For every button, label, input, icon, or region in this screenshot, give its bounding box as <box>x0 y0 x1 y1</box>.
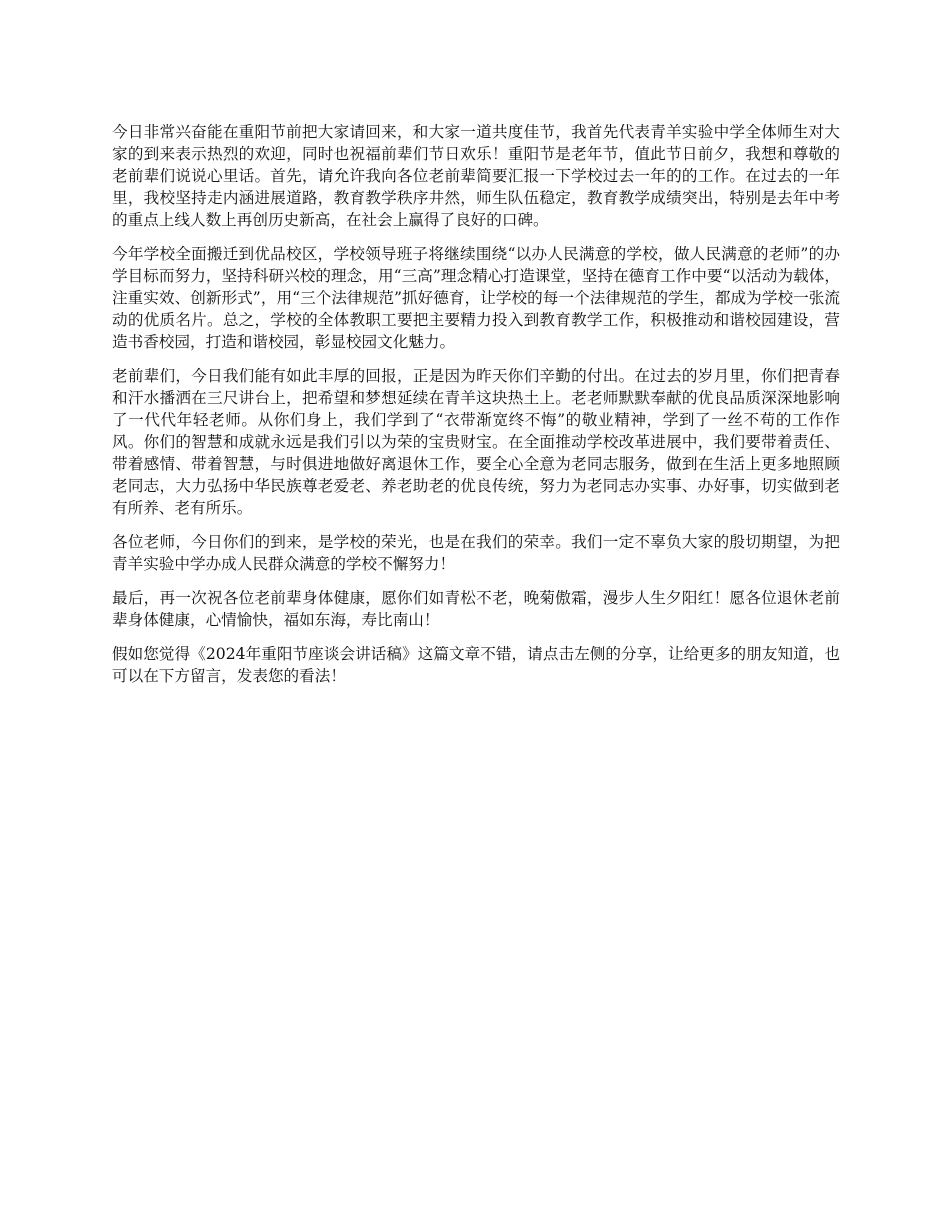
paragraph-tribute: 老前辈们，今日我们能有如此丰厚的回报，正是因为昨天你们辛勤的付出。在过去的岁月里，你们把青春和汗水播洒在三尺讲台上，把希望和梦想延续在青羊这块热土上。老老师默默奉献的优良品质深深地影响了一代代年轻老师。从你们身上，我们学到了“衣带渐宽终不悔”的敬业精神，学到了一丝不苟的工作作风。你们的智慧和成就永远是我们引以为荣的宝贵财宝。在全面推动学校改革进展中，我们要带着责任、带着感情、带着智慧，与时俱进地做好离退休工作，要全心全意为老同志服务，做到在生活上更多地照顾老同志，大力弘扬中华民族尊老爱老、养老助老的优良传统，努力为老同志办实事、办好事，切实做到老有所养、老有所乐。 <box>112 367 840 517</box>
paragraph-opening: 今日非常兴奋能在重阳节前把大家请回来，和大家一道共度佳节，我首先代表青羊实验中学全体师生对大家的到来表示热烈的欢迎，同时也祝福前辈们节日欢乐！重阳节是老年节，值此节日前夕，我想和尊敬的老前辈们说说心里话。首先，请允许我向各位老前辈简要汇报一下学校过去一年的的工作。在过去的一年里，我校坚持走内涵进展道路，教育教学秩序井然，师生队伍稳定，教育教学成绩突出，特别是去年中考的重点上线人数上再创历史新高，在社会上赢得了良好的口碑。 <box>112 123 840 229</box>
paragraph-wishes: 最后，再一次祝各位老前辈身体健康，愿你们如青松不老，晚菊傲霜，漫步人生夕阳红！愿各位退休老前辈身体健康，心情愉快，福如东海，寿比南山！ <box>112 589 840 629</box>
paragraph-school-plan: 今年学校全面搬迁到优品校区，学校领导班子将继续围绕“以办人民满意的学校，做人民满意的老师”的办学目标而努力，坚持科研兴校的理念，用“三高”理念精心打造课堂，坚持在德育工作中要“以活动为载体，注重实效、创新形式”，用“三个法律规范”抓好德育，让学校的每一个法律规范的学生，都成为学校一张流动的优质名片。总之，学校的全体教职工要把主要精力投入到教育教学工作，积极推动和谐校园建设，营造书香校园，打造和谐校园，彰显校园文化魅力。 <box>112 245 840 351</box>
document-page <box>112 121 840 699</box>
paragraph-share-prompt: 假如您觉得《2024年重阳节座谈会讲话稿》这篇文章不错，请点击左侧的分享，让给更多的朋友知道，也可以在下方留言，发表您的看法！ <box>112 645 840 685</box>
paragraph-commitment: 各位老师，今日你们的到来，是学校的荣光，也是在我们的荣幸。我们一定不辜负大家的殷切期望，为把青羊实验中学办成人民群众满意的学校不懈努力！ <box>112 533 840 573</box>
